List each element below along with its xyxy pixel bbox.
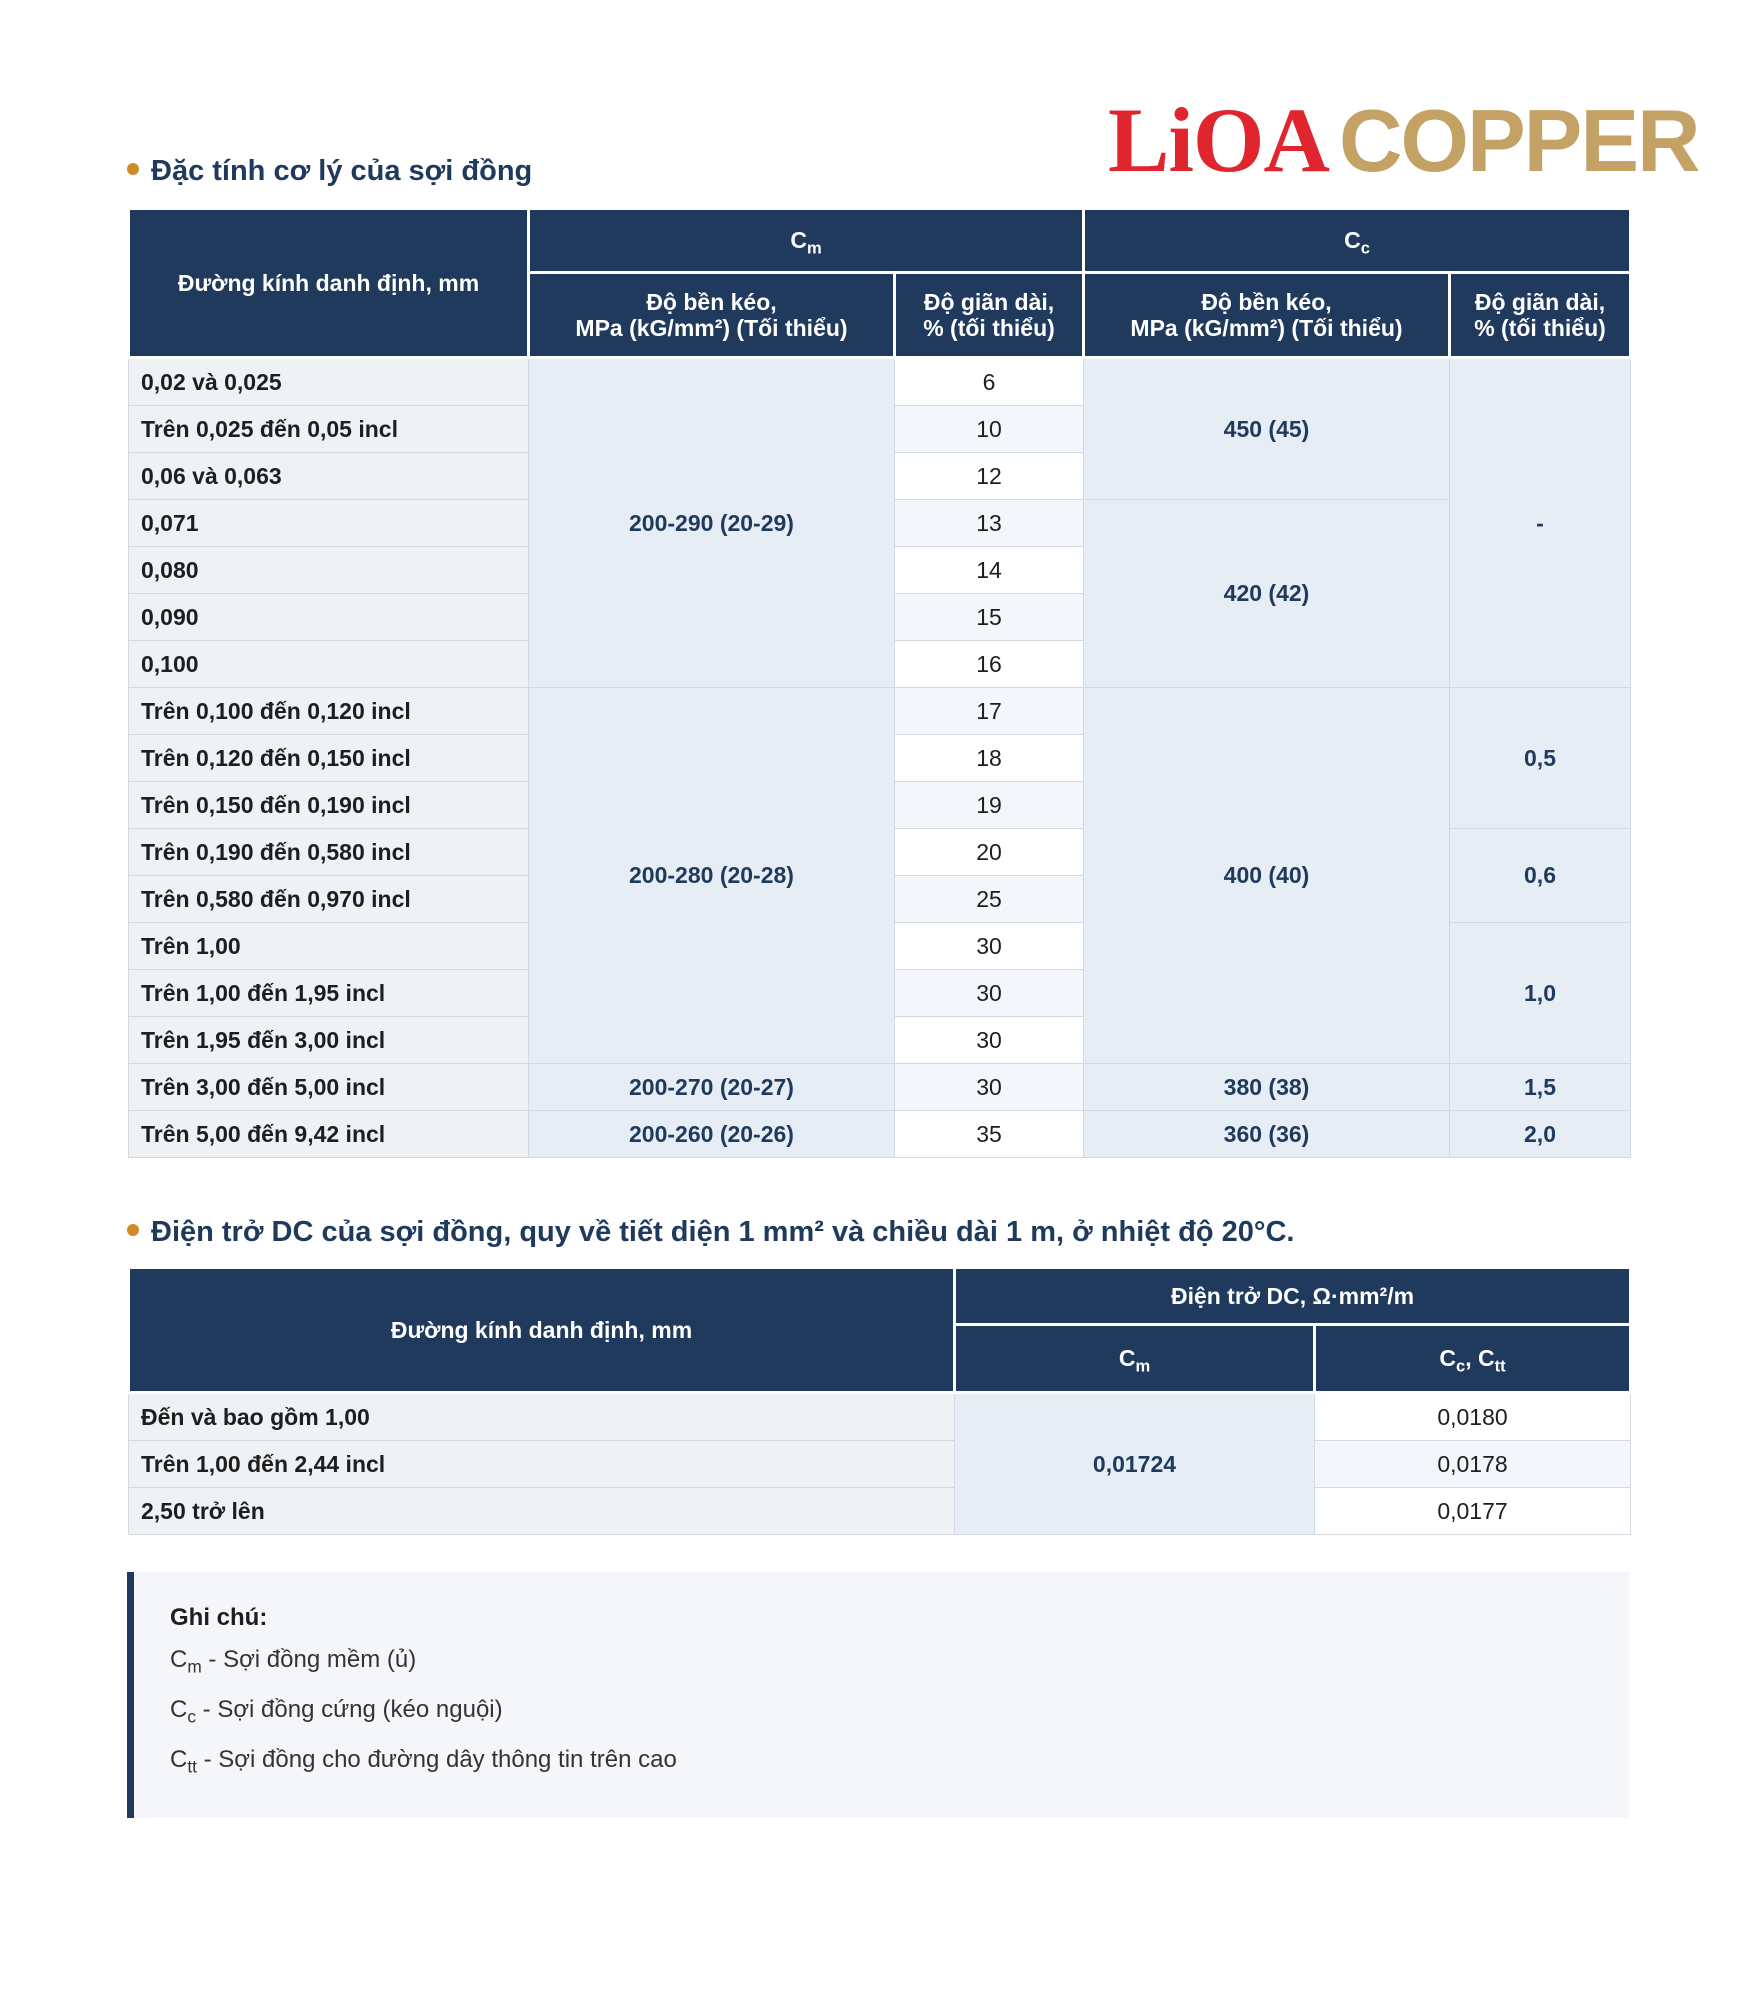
table-row (129, 688, 1631, 735)
cm-elongation-cell: 25 (895, 876, 1084, 923)
diameter-cell: Trên 0,580 đến 0,970 incl (129, 876, 529, 923)
cc-elongation-cell: 1,0 (1450, 923, 1631, 1064)
diameter-cell: Trên 1,00 đến 1,95 incl (129, 970, 529, 1017)
diameter-cell: 0,080 (129, 547, 529, 594)
header-cc-ctt: $C_c$, $C_{tt}$ (1315, 1325, 1631, 1393)
cc-elongation-cell: 0,5 (1450, 688, 1631, 829)
cc-tensile-cell: 380 (38) (1084, 1064, 1450, 1111)
cm-elongation-cell: 12 (895, 453, 1084, 500)
note-item: $C_m$ - Sợi đồng mềm (ủ) (170, 1646, 417, 1677)
cm-elongation-cell: 18 (895, 735, 1084, 782)
diameter-cell: Trên 0,120 đến 0,150 incl (129, 735, 529, 782)
cm-elongation-cell: 30 (895, 923, 1084, 970)
logo-lioa-text: LiOA (1108, 89, 1329, 191)
diameter-cell: Trên 1,00 đến 2,44 incl (129, 1441, 955, 1488)
cm-elongation-cell: 19 (895, 782, 1084, 829)
cm-elongation-cell: 30 (895, 1064, 1084, 1111)
cm-elongation-cell: 16 (895, 641, 1084, 688)
cm-tensile-cell: 200-280 (20-28) (529, 688, 895, 1064)
cm-elongation-cell: 14 (895, 547, 1084, 594)
cc-tensile-cell: 360 (36) (1084, 1111, 1450, 1158)
diameter-cell: Trên 0,150 đến 0,190 incl (129, 782, 529, 829)
lioa-copper-logo (1108, 89, 1699, 191)
cm-resistance-cell: 0,01724 (955, 1393, 1315, 1535)
table-row (129, 1111, 1631, 1158)
header-cm: $C_m$ (955, 1325, 1315, 1393)
cm-elongation-cell: 13 (895, 500, 1084, 547)
section-title-mechanical: Đặc tính cơ lý của sợi đồng (127, 155, 532, 188)
cc-elongation-cell: 1,5 (1450, 1064, 1631, 1111)
cc-ctt-resistance-cell: 0,0177 (1315, 1488, 1631, 1535)
cc-tensile-cell: 420 (42) (1084, 500, 1450, 688)
diameter-cell: Trên 1,00 (129, 923, 529, 970)
diameter-cell: Trên 5,00 đến 9,42 incl (129, 1111, 529, 1158)
table-row (129, 1441, 1631, 1488)
section-title-resistance: Điện trở DC của sợi đồng, quy về tiết diện 1 mm² và chiều dài 1 m, ở nhiệt độ 20°C. (127, 1216, 1294, 1249)
header-cm: $C_m$ (529, 209, 1084, 273)
cc-elongation-cell: 0,6 (1450, 829, 1631, 923)
header-cc-elongation: Độ giãn dài, % (tối thiểu) (1450, 273, 1631, 358)
cc-tensile-cell: 450 (45) (1084, 358, 1450, 500)
diameter-cell: Đến và bao gồm 1,00 (129, 1393, 955, 1441)
diameter-cell: 0,02 và 0,025 (129, 358, 529, 406)
cc-ctt-resistance-cell: 0,0180 (1315, 1393, 1631, 1441)
cm-elongation-cell: 20 (895, 829, 1084, 876)
diameter-cell: Trên 3,00 đến 5,00 incl (129, 1064, 529, 1111)
diameter-cell: 0,071 (129, 500, 529, 547)
cm-tensile-cell: 200-260 (20-26) (529, 1111, 895, 1158)
header-diameter: Đường kính danh định, mm (129, 1268, 955, 1393)
table-row (129, 1488, 1631, 1535)
cc-ctt-resistance-cell: 0,0178 (1315, 1441, 1631, 1488)
header-cm-elongation: Độ giãn dài, % (tối thiểu) (895, 273, 1084, 358)
diameter-cell: Trên 0,190 đến 0,580 incl (129, 829, 529, 876)
diameter-cell: Trên 0,025 đến 0,05 incl (129, 406, 529, 453)
diameter-cell: 0,100 (129, 641, 529, 688)
cm-elongation-cell: 6 (895, 358, 1084, 406)
cc-tensile-cell: 400 (40) (1084, 688, 1450, 1064)
mechanical-properties-table (127, 207, 1632, 1158)
diameter-cell: 0,090 (129, 594, 529, 641)
cm-elongation-cell: 10 (895, 406, 1084, 453)
cm-elongation-cell: 15 (895, 594, 1084, 641)
bullet-icon (127, 163, 139, 175)
cm-elongation-cell: 17 (895, 688, 1084, 735)
diameter-cell: 0,06 và 0,063 (129, 453, 529, 500)
cc-elongation-cell: 2,0 (1450, 1111, 1631, 1158)
cc-elongation-cell: - (1450, 358, 1631, 688)
note-item: $C_{tt}$ - Sợi đồng cho đường dây thông tin trên cao (170, 1746, 677, 1777)
cm-elongation-cell: 30 (895, 970, 1084, 1017)
diameter-cell: 2,50 trở lên (129, 1488, 955, 1535)
cm-tensile-cell: 200-290 (20-29) (529, 358, 895, 688)
cm-elongation-cell: 30 (895, 1017, 1084, 1064)
table-row (129, 358, 1631, 406)
diameter-cell: Trên 0,100 đến 0,120 incl (129, 688, 529, 735)
diameter-cell: Trên 1,95 đến 3,00 incl (129, 1017, 529, 1064)
header-cm-tensile: Độ bền kéo, MPa (kG/mm²) (Tối thiểu) (529, 273, 895, 358)
table-row (129, 1393, 1631, 1441)
note-item: $C_c$ - Sợi đồng cứng (kéo nguội) (170, 1696, 503, 1727)
cm-elongation-cell: 35 (895, 1111, 1084, 1158)
bullet-icon (127, 1224, 139, 1236)
notes-title: Ghi chú: (170, 1604, 268, 1631)
header-cc-tensile: Độ bền kéo, MPa (kG/mm²) (Tối thiểu) (1084, 273, 1450, 358)
cm-tensile-cell: 200-270 (20-27) (529, 1064, 895, 1111)
header-resistance: Điện trở DC, Ω·mm²/m (955, 1268, 1631, 1325)
dc-resistance-table (127, 1266, 1632, 1535)
notes-box (127, 1572, 1629, 1818)
table-row (129, 1064, 1631, 1111)
header-diameter: Đường kính danh định, mm (129, 209, 529, 358)
logo-copper-text: COPPER (1338, 91, 1699, 190)
header-cc: $C_c$ (1084, 209, 1631, 273)
